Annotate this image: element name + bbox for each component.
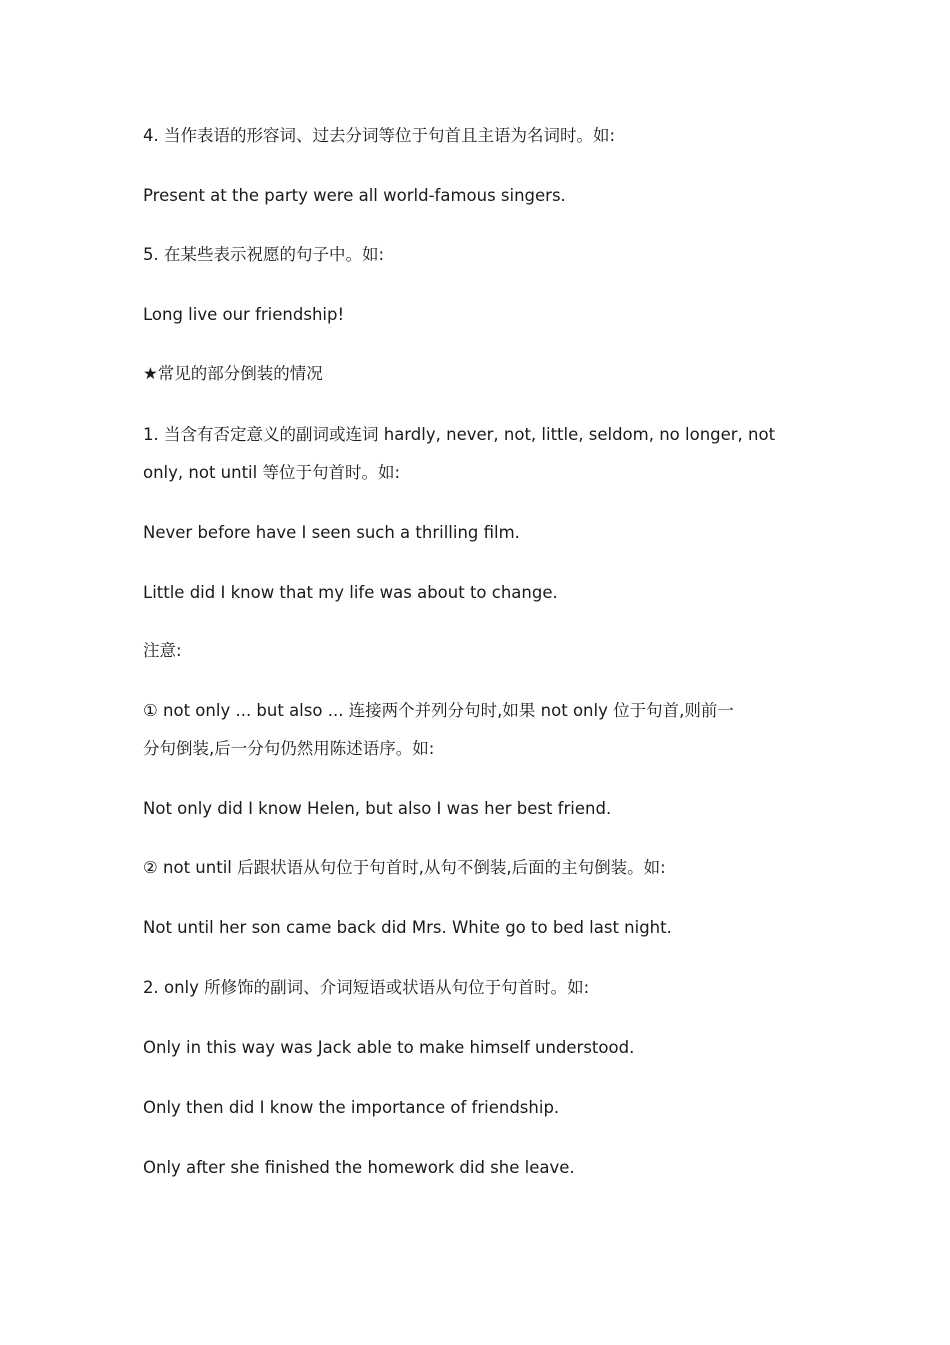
partial-rule-1-paragraph [143, 416, 803, 492]
example-sentence: Present at the party were all world-famous singers. [143, 186, 566, 205]
paragraph-line: 1. 当含有否定意义的副词或连词 hardly, never, not, little, seldom, no longer, not [143, 425, 776, 444]
note-1-paragraph [143, 692, 803, 768]
example-sentence: Only in this way was Jack able to make himself understood. [143, 1038, 635, 1057]
example-sentence: Never before have I seen such a thrilling film. [143, 523, 520, 542]
example-sentence: Not until her son came back did Mrs. White go to bed last night. [143, 918, 672, 937]
paragraph-line: 分句倒装,后一分句仍然用陈述语序。如: [143, 739, 435, 758]
rule-4-heading: 4. 当作表语的形容词、过去分词等位于句首且主语为名词时。如: [143, 126, 616, 145]
example-sentence: Long live our friendship! [143, 305, 345, 324]
example-sentence: Only then did I know the importance of friendship. [143, 1098, 560, 1117]
example-sentence: Not only did I know Helen, but also I was her best friend. [143, 799, 612, 818]
paragraph-line: only, not until 等位于句首时。如: [143, 463, 401, 482]
note-heading: 注意: [143, 641, 182, 660]
partial-rule-2-heading: 2. only 所修饰的副词、介词短语或状语从句位于句首时。如: [143, 978, 590, 997]
section-heading: ★常见的部分倒装的情况 [143, 364, 323, 383]
example-sentence: Only after she finished the homework did she leave. [143, 1158, 575, 1177]
example-sentence: Little did I know that my life was about to change. [143, 583, 558, 602]
rule-5-heading: 5. 在某些表示祝愿的句子中。如: [143, 245, 385, 264]
note-2-paragraph: ② not until 后跟状语从句位于句首时,从句不倒装,后面的主句倒装。如: [143, 858, 666, 877]
paragraph-line: ① not only ... but also ... 连接两个并列分句时,如果 not only 位于句首,则前一 [143, 701, 734, 720]
